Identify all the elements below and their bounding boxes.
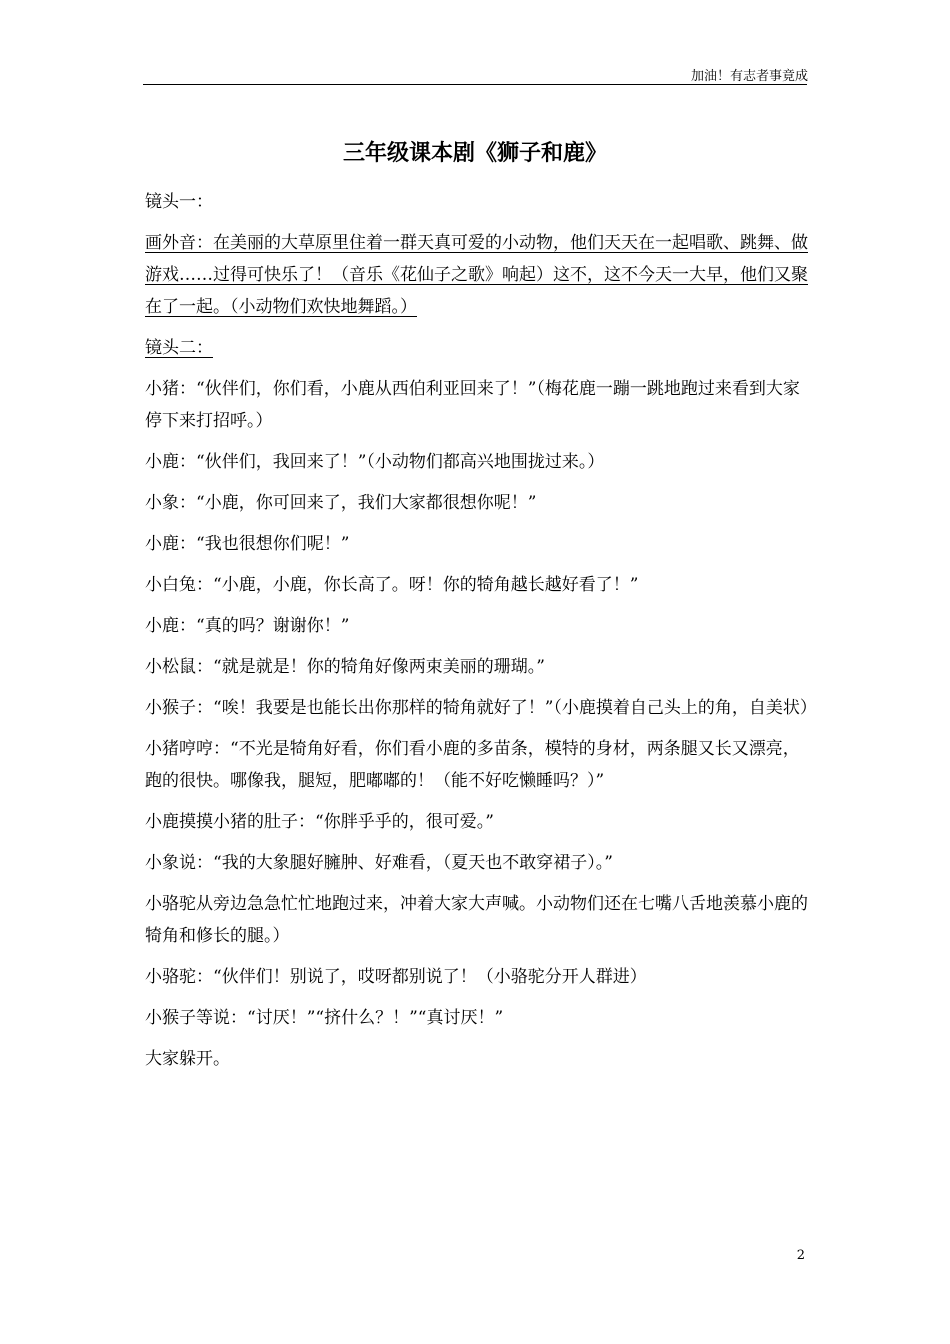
paragraph-text: 小猪：“伙伴们，你们看，小鹿从西伯利亚回来了！”（梅花鹿一蹦一跳地跑过来看到大家停下来打招呼。） [145,379,800,431]
paragraph-text: 小骆驼从旁边急急忙忙地跑过来，冲着大家大声喊。小动物们还在七嘴八舌地羡慕小鹿的犄角和修长的腿。） [145,894,808,946]
page-number: 2 [796,1248,805,1263]
paragraph-text: 镜头一： [145,192,213,212]
paragraph [145,569,809,601]
paragraph-text: 小鹿：“伙伴们，我回来了！”（小动物们都高兴地围拢过来。） [145,452,605,472]
paragraph-text: 小骆驼：“伙伴们！别说了，哎呀都别说了！（小骆驼分开人群进） [145,967,647,987]
paragraph [145,227,809,323]
paragraph [145,888,809,952]
paragraph-text: 镜头二： [145,338,213,358]
page-title: 三年级课本剧《狮子和鹿》 [342,140,607,166]
paragraph-text: 小象：“小鹿，你可回来了，我们大家都很想你呢！” [145,493,537,513]
paragraph-text: 小鹿：“我也很想你们呢！” [145,534,350,554]
paragraph-text: 小鹿：“真的吗？谢谢你！” [145,616,350,636]
paragraph [145,847,809,879]
header-motto: 加油！有志者事竟成 [690,69,808,84]
header-divider [143,84,807,85]
paragraph [145,610,809,642]
paragraph [145,446,809,478]
paragraph-text: 小猴子：“唉！我要是也能长出你那样的犄角就好了！”（小鹿摸着自己头上的角，自美状） [145,698,817,718]
paragraph [145,1043,809,1075]
paragraph-text: 小猴子等说：“讨厌！”“挤什么？！”“真讨厌！” [145,1008,504,1028]
paragraph [145,651,809,683]
paragraph-text: 小猪哼哼：“不光是犄角好看，你们看小鹿的多苗条，模特的身材，两条腿又长又漂亮，跑的很快。哪像我，腿短，肥嘟嘟的！（能不好吃懒睡吗？）” [145,739,800,791]
paragraph [145,692,817,724]
paragraph [145,487,809,519]
paragraph-text: 画外音：在美丽的大草原里住着一群天真可爱的小动物，他们天天在一起唱歌、跳舞、做游戏……过得可快乐了！（音乐《花仙子之歌》响起）这不，这不今天一大早，他们又聚在了一起。（小动物们欢快地舞蹈。） [145,233,808,317]
paragraph-text: 大家躲开。 [145,1049,230,1069]
paragraph [145,733,809,797]
paragraph-text: 小松鼠：“就是就是！你的犄角好像两束美丽的珊瑚。” [145,657,545,677]
paragraph [145,1002,809,1034]
paragraph-text: 小象说：“我的大象腿好臃肿、好难看，（夏天也不敢穿裙子）。” [145,853,613,873]
paragraph [145,528,809,560]
paragraph [145,373,809,437]
paragraph [145,806,809,838]
paragraph-text: 小白兔：“小鹿，小鹿，你长高了。呀！你的犄角越长越好看了！” [145,575,639,595]
paragraph [145,186,809,218]
paragraph [145,961,809,993]
paragraph [145,332,809,364]
paragraph-text: 小鹿摸摸小猪的肚子：“你胖乎乎的，很可爱。” [145,812,494,832]
document-body [145,186,817,1084]
